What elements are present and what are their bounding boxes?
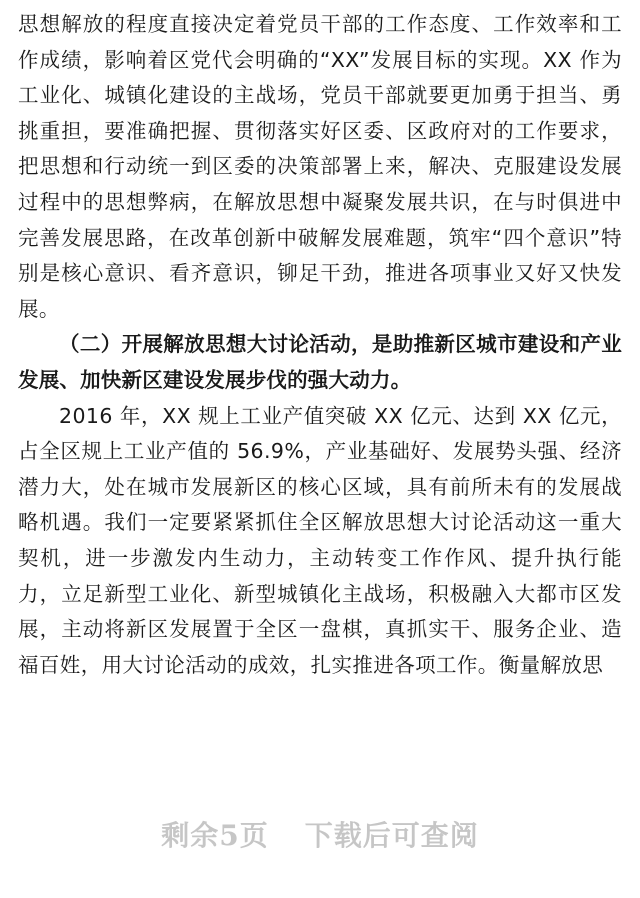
document-body: [18, 0, 622, 683]
paragraph-body: 2016 年，XX 规上工业产值突破 XX 亿元、达到 XX 亿元，占全区规上工业产值的 56.9%，产业基础好、发展势头强、经济潜力大，处在城市发展新区的核心区域，具有前所未有的发展战略机遇。我们一定要紧紧抓住全区解放思想大讨论活动这一重大契机，进一步激发内生动力，主动转变工作作风、提升执行能力，立足新型工业化、新型城镇化主战场，积极融入大都市区发展，主动将新区发展置于全区一盘棋，真抓实干、服务企业、造福百姓，用大讨论活动的成效，扎实推进各项工作。衡量解放思: [18, 403, 622, 677]
remaining-pages-label[interactable]: 剩余5页: [161, 819, 269, 852]
section-heading: （二）开展解放思想大讨论活动，是助推新区城市建设和产业发展、加快新区建设发展步伐的强大动力。: [18, 332, 622, 392]
paragraph-continued: 思想解放的程度直接决定着党员干部的工作态度、工作效率和工作成绩，影响着区党代会明确的“XX”发展目标的实现。XX 作为工业化、城镇化建设的主战场，党员干部就要更加勇于担当、勇挑重担，要准确把握、贯彻落实好区委、区政府对的工作要求，把思想和行动统一到区委的决策部署上来，解决、克服建设发展过程中的思想弊病，在解放思想中凝聚发展共识，在与时俱进中完善发展思路，在改革创新中破解发展难题，筑牢“四个意识”特别是核心意识、看齐意识，铆足干劲，推进各项事业又好又快发展。: [18, 12, 622, 321]
download-prompt[interactable]: [0, 814, 640, 854]
download-to-view-label[interactable]: 下载后可查阅: [304, 819, 479, 852]
